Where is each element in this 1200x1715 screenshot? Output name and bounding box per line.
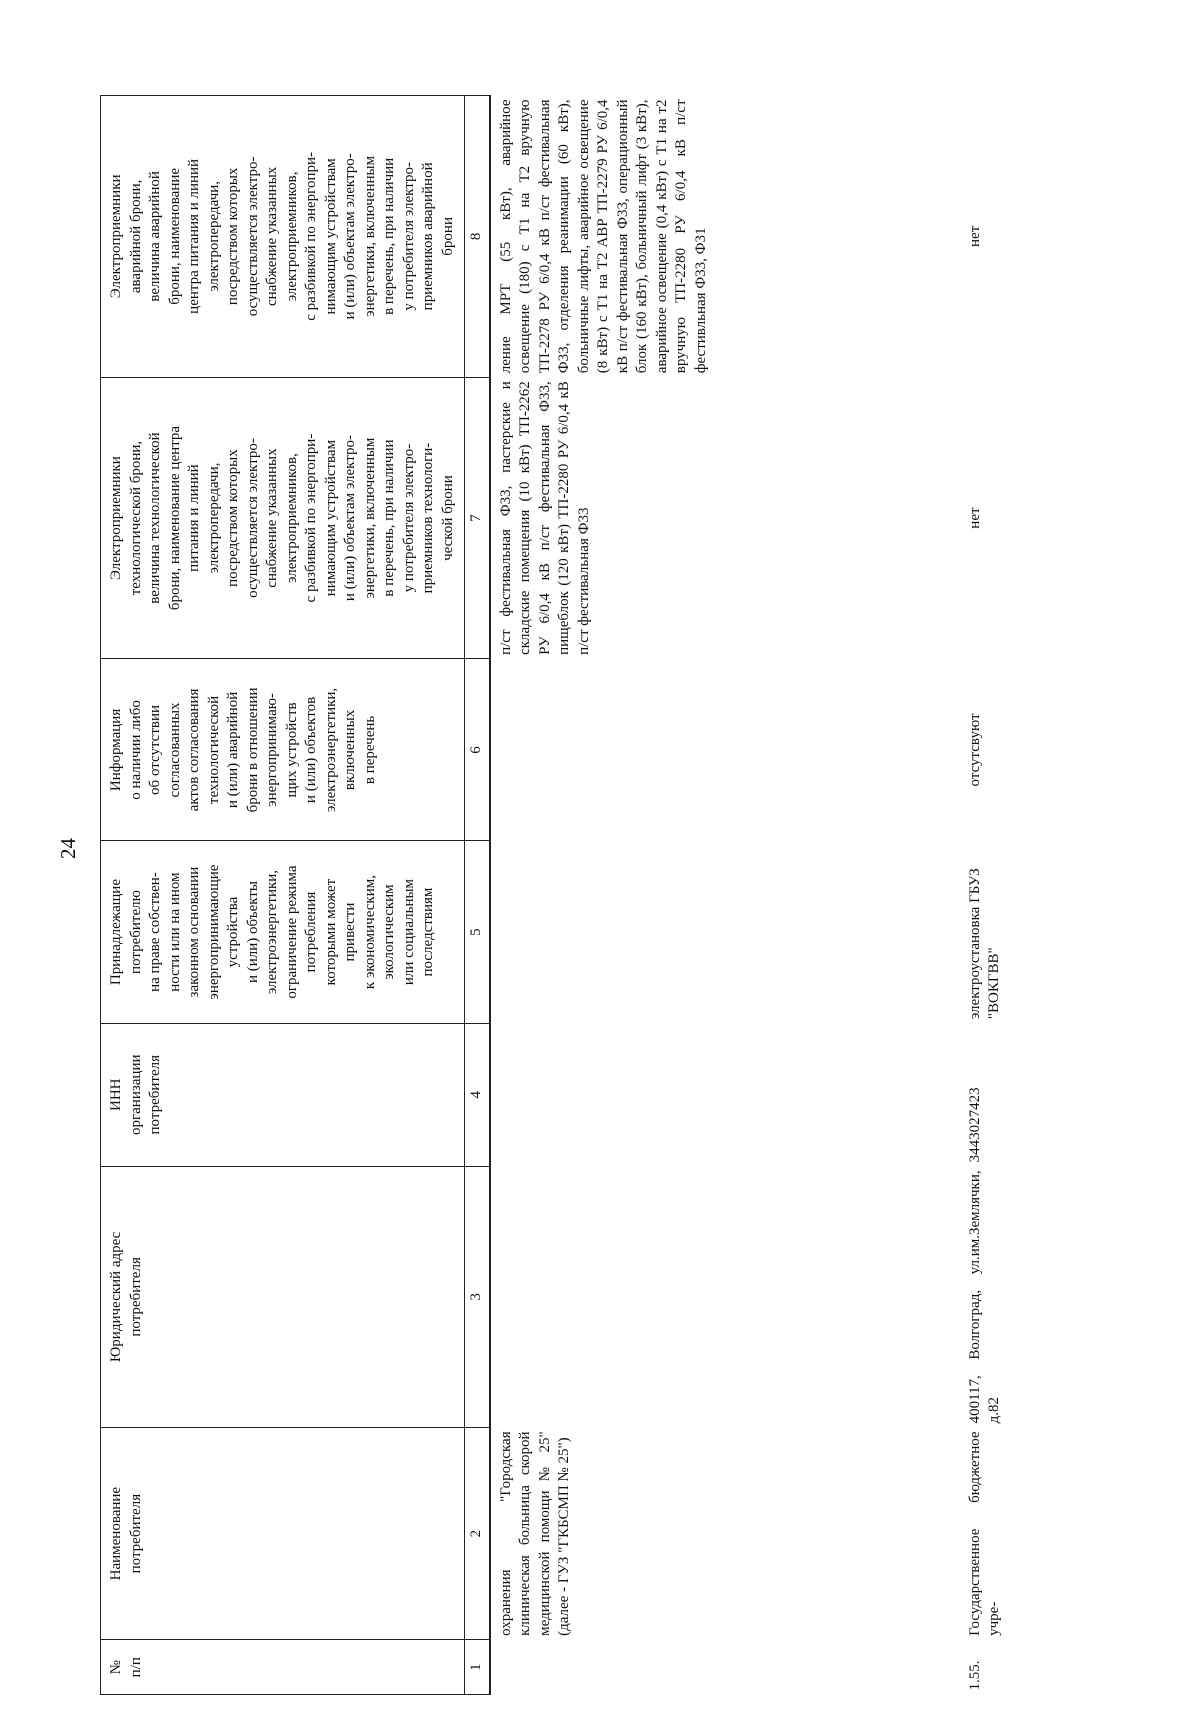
tech-reserve: нет: [966, 507, 983, 529]
column-number: 8: [465, 96, 490, 378]
column-number: 4: [465, 1023, 490, 1166]
header-legal-address: [101, 1166, 465, 1427]
table-header-row: [101, 96, 465, 1695]
column-number: 5: [465, 841, 490, 1023]
tech-reserve: п/ст фестивальная Ф33, пастерские и складские помещения (10 кВт) ТП-2262 РУ 6/0,4 кВ п/ст фестивальная Ф33, пищеблок (120 кВт) ТП-2280 РУ 6/0,4 кВ п/ст фестивальная Ф33: [497, 381, 592, 655]
header-inn: [101, 1023, 465, 1166]
header-objects: [101, 841, 465, 1023]
header-emergency-reserve: [101, 96, 465, 378]
column-number: 3: [465, 1166, 490, 1427]
inn: [490, 1023, 960, 1166]
header-legal-address-text: Юридический адрес потребителя: [108, 1231, 144, 1363]
header-objects-text: Принадлежащие потребителю на праве собствен- ности или на ином законном основании энергопринимающие устройства и (или) объекты электроэнергетики, ограничение режима потребления которыми может привести к экономическим, экологическим или социальным последствиям: [108, 864, 436, 1000]
header-emergency-reserve-text: Электроприемники аварийной брони, величина аварийной брони, наименование центра питания и линий электропередачи, посредством которых осуществляется электро- снабжение указанных электроприемников, с разбивкой по энергопри- нимающим устройствам и (или) объектам электро- энергетики, включенным в перечень, при наличии у потребителя электро- приемников аварийной брони: [108, 151, 456, 321]
header-acts: [101, 659, 465, 841]
consumer-name: охранения "Городская клиническая больница скорой медицинской помощи № 25" (далее - ГУЗ "ГКБСМП № 25"): [497, 1431, 572, 1636]
legal-address: 400117, Волгоград, ул.им.Землячки, д.82: [966, 1170, 1002, 1424]
table-row: [960, 96, 1011, 1695]
header-number: [101, 1640, 465, 1695]
emergency-reserve: ление МРТ (55 кВт), аварийное освещение (180) с Т1 на Т2 вручную ТП-2278 РУ 6/0,4 кВ п/ст фестивальная Ф33, отделения реанимации (60 кВт), больничные лифты, аварийное освещение (8 кВт) с Т1 на Т2 АВР ТП-2279 РУ 6/0,4 кВ п/ст фестивальная Ф33, операционный блок (160 кВт), больничный лифт (3 кВт), аварийное освещение (0,4 кВт) с Т1 на т2 вручную ТП-2280 РУ 6/0,4 кВ п/ст фестивльная Ф33, Ф31: [497, 99, 709, 374]
column-number-row: [465, 96, 490, 1695]
inn: 3443027423: [966, 1087, 983, 1163]
header-acts-text: Информация о наличии либо об отсутствии согласованных актов согласования технологической и (или) аварийной брони в отношении энергопринимаю- щих устройств и (или) объектов электроэнергетики, включенных в перечень: [108, 687, 378, 813]
table-row: [490, 96, 960, 1695]
acts-info: отсутсвуют: [966, 713, 983, 787]
register-table: [100, 95, 1011, 1695]
rotated-sheet: [100, 95, 1100, 1695]
header-consumer-name: [101, 1427, 465, 1639]
row-number: [490, 1640, 960, 1695]
header-tech-reserve: [101, 377, 465, 659]
column-number: 2: [465, 1427, 490, 1639]
page-number: 24: [56, 838, 80, 859]
row-number: 1.55.: [966, 1660, 983, 1691]
legal-address: [490, 1166, 960, 1427]
header-consumer-name-text: Наименование потребителя: [108, 1486, 144, 1581]
objects: электроустановка ГБУЗ "ВОКГВВ": [966, 868, 1002, 1020]
emergency-reserve: нет: [966, 225, 983, 247]
page-number-wrap: [58, 836, 79, 861]
header-tech-reserve-text: Электроприемники технологической брони, величина технологической брони, наименование центра питания и линий электропередачи, посредством которых осуществляется электро- снабжение указанных электроприемников, с разбивкой по энергопри- нимающим устройствам и (или) объектам электро- энергетики, включенным в перечень, при наличии у потребителя электро- приемников технологи- ческой брони: [108, 425, 456, 611]
objects: [490, 841, 960, 1023]
column-number: 1: [465, 1640, 490, 1695]
header-number-text: № п/п: [108, 1657, 144, 1678]
acts-info: [490, 659, 960, 841]
consumer-name: Государственное бюджетное учре-: [966, 1431, 1002, 1636]
column-number: 6: [465, 659, 490, 841]
header-inn-text: ИНН организации потребителя: [108, 1054, 163, 1136]
column-number: 7: [465, 377, 490, 659]
